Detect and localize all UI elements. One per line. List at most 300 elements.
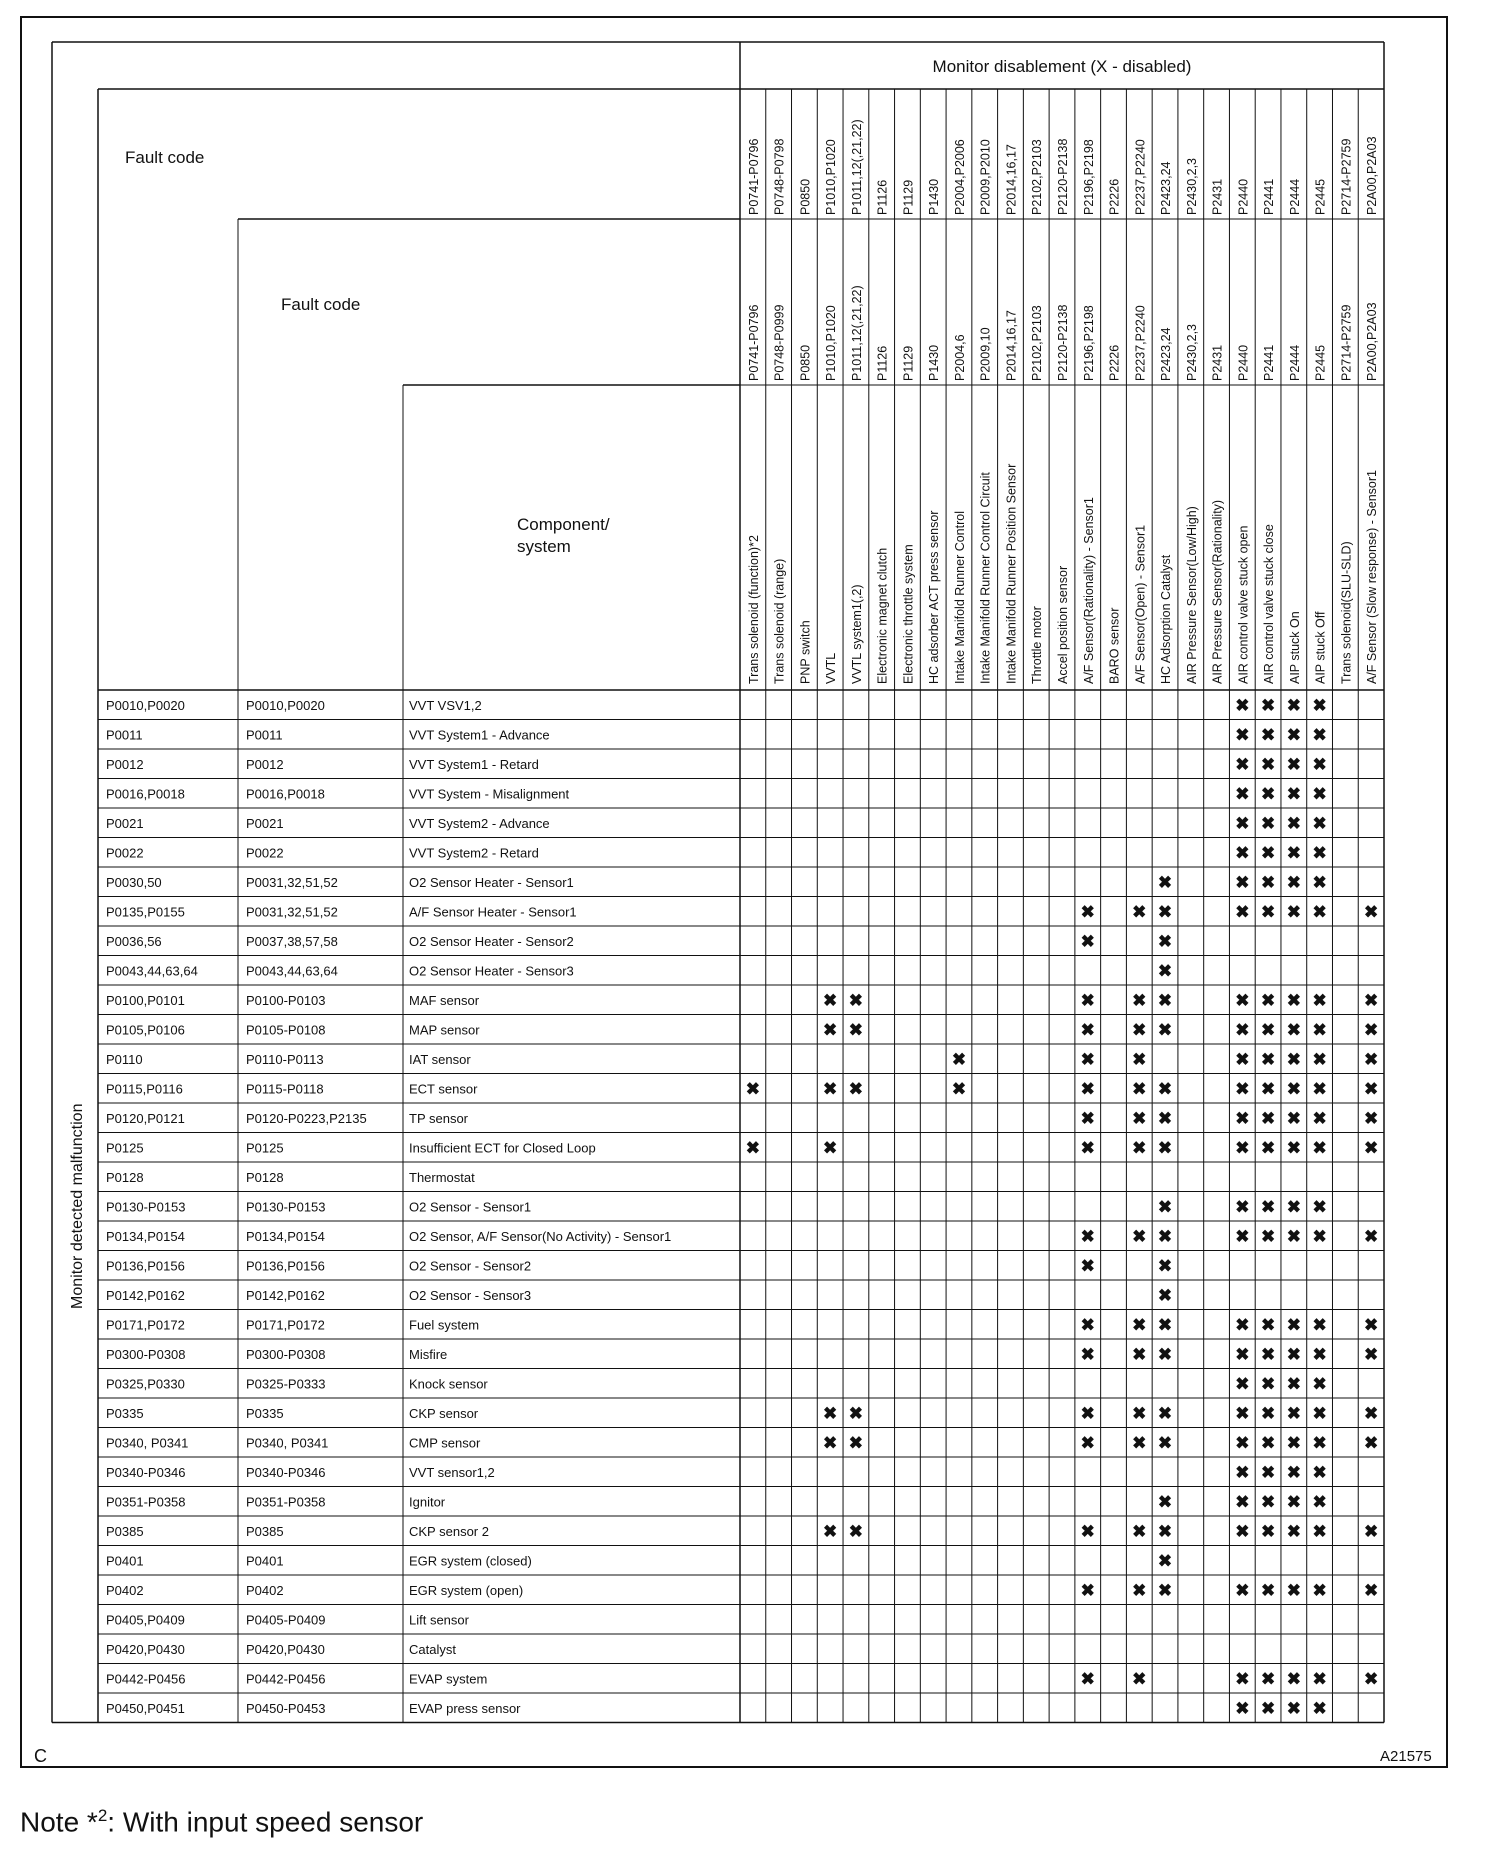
row-fault-code2-7: P0031,32,51,52 bbox=[246, 904, 338, 920]
column-code2-7: P1430 bbox=[927, 344, 942, 381]
disabled-mark-r26-c21: ✖ bbox=[1286, 1462, 1301, 1482]
row-component-23: Knock sensor bbox=[409, 1376, 488, 1392]
disabled-mark-r24-c20: ✖ bbox=[1260, 1403, 1276, 1423]
row-fault-code2-3: P0016,P0018 bbox=[246, 786, 325, 802]
disabled-mark-r12-c22: ✖ bbox=[1312, 1049, 1327, 1069]
disabled-mark-r33-c19: ✖ bbox=[1235, 1669, 1250, 1689]
disabled-mark-r21-c15: ✖ bbox=[1132, 1315, 1147, 1335]
disabled-mark-r30-c24: ✖ bbox=[1363, 1580, 1379, 1600]
disabled-mark-r23-c20: ✖ bbox=[1260, 1374, 1276, 1394]
column-code1-13: P2196,P2198 bbox=[1081, 139, 1096, 215]
row-fault-code2-33: P0442-P0456 bbox=[246, 1671, 326, 1687]
disabled-mark-r10-c15: ✖ bbox=[1132, 990, 1147, 1010]
row-fault-code-26: P0340-P0346 bbox=[106, 1464, 186, 1480]
column-code2-19: P2440 bbox=[1236, 344, 1251, 381]
column-code2-15: P2237,P2240 bbox=[1133, 305, 1148, 381]
row-component-29: EGR system (closed) bbox=[409, 1553, 532, 1569]
disabled-mark-r18-c16: ✖ bbox=[1157, 1226, 1173, 1246]
column-code1-21: P2444 bbox=[1287, 178, 1302, 215]
disabled-mark-r10-c13: ✖ bbox=[1080, 990, 1095, 1010]
column-name-14: BARO sensor bbox=[1107, 607, 1122, 684]
row-fault-code2-5: P0022 bbox=[246, 845, 284, 861]
column-code2-14: P2226 bbox=[1107, 344, 1122, 381]
row-component-11: MAP sensor bbox=[409, 1022, 480, 1038]
row-fault-code2-22: P0300-P0308 bbox=[246, 1346, 326, 1362]
row-component-15: Insufficient ECT for Closed Loop bbox=[409, 1140, 596, 1156]
row-component-21: Fuel system bbox=[409, 1317, 480, 1333]
column-code2-20: P2441 bbox=[1262, 344, 1277, 381]
disabled-mark-r0-c20: ✖ bbox=[1260, 695, 1276, 715]
figure-letter: C bbox=[34, 1746, 47, 1766]
column-code2-21: P2444 bbox=[1287, 344, 1302, 381]
disabled-mark-r30-c19: ✖ bbox=[1235, 1580, 1250, 1600]
disabled-mark-r9-c16: ✖ bbox=[1157, 961, 1173, 981]
disabled-mark-r28-c16: ✖ bbox=[1157, 1521, 1173, 1541]
row-fault-code2-23: P0325-P0333 bbox=[246, 1376, 326, 1392]
disabled-mark-r21-c22: ✖ bbox=[1312, 1315, 1327, 1335]
row-fault-code2-32: P0420,P0430 bbox=[246, 1641, 325, 1657]
disabled-mark-r10-c24: ✖ bbox=[1363, 990, 1379, 1010]
disabled-mark-r17-c22: ✖ bbox=[1312, 1197, 1327, 1217]
column-name-21: AIP stuck On bbox=[1287, 611, 1302, 684]
disabled-mark-r15-c3: ✖ bbox=[823, 1138, 838, 1158]
disabled-mark-r15-c20: ✖ bbox=[1260, 1138, 1276, 1158]
disabled-mark-r2-c20: ✖ bbox=[1260, 754, 1276, 774]
row-component-24: CKP sensor bbox=[409, 1405, 479, 1421]
row-fault-code-7: P0135,P0155 bbox=[106, 904, 185, 920]
disabled-mark-r14-c22: ✖ bbox=[1312, 1108, 1327, 1128]
column-name-24: A/F Sensor (Slow response) - Sensor1 bbox=[1365, 470, 1380, 684]
disabled-mark-r17-c20: ✖ bbox=[1260, 1197, 1276, 1217]
disabled-mark-r6-c16: ✖ bbox=[1157, 872, 1173, 892]
disabled-mark-r27-c21: ✖ bbox=[1286, 1492, 1301, 1512]
disabled-mark-r15-c24: ✖ bbox=[1363, 1138, 1379, 1158]
disabled-mark-r25-c24: ✖ bbox=[1363, 1433, 1379, 1453]
row-fault-code2-20: P0142,P0162 bbox=[246, 1287, 325, 1303]
row-component-30: EGR system (open) bbox=[409, 1582, 524, 1598]
row-component-25: CMP sensor bbox=[409, 1435, 481, 1451]
disabled-mark-r7-c20: ✖ bbox=[1260, 902, 1276, 922]
column-code2-2: P0850 bbox=[798, 344, 813, 381]
disabled-mark-r27-c22: ✖ bbox=[1312, 1492, 1327, 1512]
row-fault-code-8: P0036,56 bbox=[106, 933, 162, 949]
disabled-mark-r11-c19: ✖ bbox=[1235, 1020, 1250, 1040]
disabled-mark-r14-c13: ✖ bbox=[1080, 1108, 1095, 1128]
disabled-mark-r18-c20: ✖ bbox=[1260, 1226, 1276, 1246]
disabled-mark-r3-c22: ✖ bbox=[1312, 784, 1327, 804]
column-code2-0: P0741-P0796 bbox=[746, 304, 761, 381]
disabled-mark-r10-c20: ✖ bbox=[1260, 990, 1276, 1010]
column-code1-2: P0850 bbox=[798, 178, 813, 215]
disabled-mark-r11-c24: ✖ bbox=[1363, 1020, 1379, 1040]
column-name-5: Electronic magnet clutch bbox=[875, 547, 890, 684]
disabled-mark-r7-c16: ✖ bbox=[1157, 902, 1173, 922]
column-code2-24: P2A00,P2A03 bbox=[1365, 302, 1380, 381]
disabled-mark-r11-c4: ✖ bbox=[848, 1020, 864, 1040]
disabled-mark-r18-c19: ✖ bbox=[1235, 1226, 1250, 1246]
row-component-13: ECT sensor bbox=[409, 1081, 478, 1097]
column-code2-12: P2120-P2138 bbox=[1056, 304, 1070, 381]
column-code2-3: P1010,P1020 bbox=[824, 305, 839, 381]
column-code1-4: P1011,12(,21,22) bbox=[849, 119, 864, 215]
disabled-mark-r6-c20: ✖ bbox=[1260, 872, 1276, 892]
column-name-16: HC Adsorption Catalyst bbox=[1159, 554, 1174, 684]
disabled-mark-r23-c22: ✖ bbox=[1312, 1374, 1327, 1394]
disabled-mark-r28-c20: ✖ bbox=[1260, 1521, 1276, 1541]
row-component-26: VVT sensor1,2 bbox=[409, 1464, 495, 1480]
disabled-mark-r33-c22: ✖ bbox=[1312, 1669, 1327, 1689]
column-code2-17: P2430,2,3 bbox=[1184, 324, 1199, 381]
column-code1-6: P1129 bbox=[901, 179, 916, 215]
disabled-mark-r12-c15: ✖ bbox=[1132, 1049, 1147, 1069]
disabled-mark-r15-c13: ✖ bbox=[1080, 1138, 1095, 1158]
row-fault-code2-6: P0031,32,51,52 bbox=[246, 874, 338, 890]
column-code2-16: P2423,24 bbox=[1159, 327, 1174, 381]
column-name-20: AIR control valve stuck close bbox=[1262, 524, 1277, 684]
row-fault-code2-13: P0115-P0118 bbox=[246, 1081, 324, 1097]
disabled-mark-r13-c4: ✖ bbox=[848, 1079, 864, 1099]
disabled-mark-r34-c22: ✖ bbox=[1312, 1698, 1327, 1718]
row-component-4: VVT System2 - Advance bbox=[409, 815, 550, 831]
disabled-mark-r5-c22: ✖ bbox=[1312, 843, 1327, 863]
disabled-mark-r24-c3: ✖ bbox=[823, 1403, 838, 1423]
disabled-mark-r3-c19: ✖ bbox=[1235, 784, 1250, 804]
row-fault-code-23: P0325,P0330 bbox=[106, 1376, 185, 1392]
disabled-mark-r14-c20: ✖ bbox=[1260, 1108, 1276, 1128]
disabled-mark-r13-c8: ✖ bbox=[951, 1079, 967, 1099]
disabled-mark-r10-c16: ✖ bbox=[1157, 990, 1173, 1010]
row-fault-code2-1: P0011 bbox=[246, 727, 283, 743]
column-name-11: Throttle motor bbox=[1030, 606, 1045, 684]
disabled-mark-r22-c13: ✖ bbox=[1080, 1344, 1095, 1364]
disabled-mark-r5-c20: ✖ bbox=[1260, 843, 1276, 863]
column-code2-6: P1129 bbox=[901, 345, 916, 381]
disabled-mark-r28-c19: ✖ bbox=[1235, 1521, 1250, 1541]
row-fault-code-18: P0134,P0154 bbox=[106, 1228, 185, 1244]
disabled-mark-r18-c24: ✖ bbox=[1363, 1226, 1379, 1246]
row-fault-code2-29: P0401 bbox=[246, 1553, 284, 1569]
row-fault-code2-14: P0120-P0223,P2135 bbox=[246, 1110, 367, 1126]
footnote-text: : With input speed sensor bbox=[107, 1806, 424, 1838]
disabled-mark-r21-c16: ✖ bbox=[1157, 1315, 1173, 1335]
column-name-2: PNP switch bbox=[798, 620, 813, 684]
disabled-mark-r8-c13: ✖ bbox=[1080, 931, 1095, 951]
disabled-mark-r12-c13: ✖ bbox=[1080, 1049, 1095, 1069]
row-fault-code-27: P0351-P0358 bbox=[106, 1494, 186, 1510]
row-component-27: Ignitor bbox=[409, 1494, 446, 1510]
disabled-mark-r5-c19: ✖ bbox=[1235, 843, 1250, 863]
disabled-mark-r27-c20: ✖ bbox=[1260, 1492, 1276, 1512]
disabled-mark-r15-c21: ✖ bbox=[1286, 1138, 1301, 1158]
column-code2-5: P1126 bbox=[875, 345, 890, 381]
disabled-mark-r13-c16: ✖ bbox=[1157, 1079, 1173, 1099]
disabled-mark-r11-c22: ✖ bbox=[1312, 1020, 1327, 1040]
disabled-mark-r28-c15: ✖ bbox=[1132, 1521, 1147, 1541]
disabled-mark-r28-c22: ✖ bbox=[1312, 1521, 1327, 1541]
disabled-mark-r22-c19: ✖ bbox=[1235, 1344, 1250, 1364]
row-component-32: Catalyst bbox=[409, 1641, 456, 1657]
row-component-2: VVT System1 - Retard bbox=[409, 756, 539, 772]
disabled-mark-r30-c22: ✖ bbox=[1312, 1580, 1327, 1600]
disabled-mark-r3-c20: ✖ bbox=[1260, 784, 1276, 804]
disabled-mark-r25-c19: ✖ bbox=[1235, 1433, 1250, 1453]
column-name-7: HC adsorber ACT press sensor bbox=[927, 510, 942, 684]
row-fault-code-32: P0420,P0430 bbox=[106, 1641, 185, 1657]
header-component-line1: Component/ bbox=[517, 515, 610, 534]
row-fault-code-15: P0125 bbox=[106, 1140, 144, 1156]
row-fault-code2-12: P0110-P0113 bbox=[246, 1051, 324, 1067]
disabled-mark-r21-c20: ✖ bbox=[1260, 1315, 1276, 1335]
disabled-mark-r13-c24: ✖ bbox=[1363, 1079, 1379, 1099]
row-fault-code-29: P0401 bbox=[106, 1553, 144, 1569]
disabled-mark-r10-c22: ✖ bbox=[1312, 990, 1327, 1010]
row-component-34: EVAP press sensor bbox=[409, 1700, 521, 1716]
column-code1-24: P2A00,P2A03 bbox=[1365, 136, 1380, 215]
disabled-mark-r28-c24: ✖ bbox=[1363, 1521, 1379, 1541]
disabled-mark-r24-c22: ✖ bbox=[1312, 1403, 1327, 1423]
disabled-mark-r34-c19: ✖ bbox=[1235, 1698, 1250, 1718]
disabled-mark-r7-c15: ✖ bbox=[1132, 902, 1147, 922]
row-fault-code-6: P0030,50 bbox=[106, 874, 162, 890]
disabled-mark-r7-c19: ✖ bbox=[1235, 902, 1250, 922]
row-component-7: A/F Sensor Heater - Sensor1 bbox=[409, 904, 577, 920]
row-component-16: Thermostat bbox=[409, 1169, 475, 1185]
row-fault-code2-24: P0335 bbox=[246, 1405, 284, 1421]
disabled-mark-r1-c19: ✖ bbox=[1235, 725, 1250, 745]
column-code2-23: P2714-P2759 bbox=[1339, 304, 1354, 381]
disabled-mark-r4-c20: ✖ bbox=[1260, 813, 1276, 833]
disabled-mark-r23-c19: ✖ bbox=[1235, 1374, 1250, 1394]
disabled-mark-r22-c16: ✖ bbox=[1157, 1344, 1173, 1364]
row-fault-code-5: P0022 bbox=[106, 845, 144, 861]
side-label: Monitor detected malfunction bbox=[69, 1103, 86, 1309]
disabled-mark-r25-c15: ✖ bbox=[1132, 1433, 1147, 1453]
disabled-mark-r10-c21: ✖ bbox=[1286, 990, 1301, 1010]
disabled-mark-r19-c16: ✖ bbox=[1157, 1256, 1173, 1276]
column-code1-0: P0741-P0796 bbox=[746, 138, 761, 215]
disabled-mark-r1-c21: ✖ bbox=[1286, 725, 1301, 745]
disabled-mark-r26-c22: ✖ bbox=[1312, 1462, 1327, 1482]
disabled-mark-r11-c13: ✖ bbox=[1080, 1020, 1095, 1040]
row-fault-code2-19: P0136,P0156 bbox=[246, 1258, 325, 1274]
disabled-mark-r18-c15: ✖ bbox=[1132, 1226, 1147, 1246]
row-fault-code-12: P0110 bbox=[106, 1051, 143, 1067]
disabled-mark-r26-c19: ✖ bbox=[1235, 1462, 1250, 1482]
row-fault-code-33: P0442-P0456 bbox=[106, 1671, 186, 1687]
column-code1-11: P2102,P2103 bbox=[1030, 139, 1045, 215]
disabled-mark-r27-c19: ✖ bbox=[1235, 1492, 1250, 1512]
row-fault-code2-27: P0351-P0358 bbox=[246, 1494, 326, 1510]
row-fault-code-2: P0012 bbox=[106, 756, 144, 772]
disabled-mark-r34-c21: ✖ bbox=[1286, 1698, 1301, 1718]
column-code1-1: P0748-P0798 bbox=[772, 138, 787, 215]
row-fault-code-3: P0016,P0018 bbox=[106, 786, 185, 802]
disabled-mark-r22-c15: ✖ bbox=[1132, 1344, 1147, 1364]
row-fault-code-19: P0136,P0156 bbox=[106, 1258, 185, 1274]
disabled-mark-r7-c24: ✖ bbox=[1363, 902, 1379, 922]
disabled-mark-r24-c13: ✖ bbox=[1080, 1403, 1095, 1423]
row-fault-code-0: P0010,P0020 bbox=[106, 697, 185, 713]
disabled-mark-r8-c16: ✖ bbox=[1157, 931, 1173, 951]
disabled-mark-r30-c15: ✖ bbox=[1132, 1580, 1147, 1600]
row-fault-code-21: P0171,P0172 bbox=[106, 1317, 185, 1333]
column-code2-1: P0748-P0999 bbox=[772, 304, 787, 381]
row-component-17: O2 Sensor - Sensor1 bbox=[409, 1199, 532, 1215]
disabled-mark-r15-c15: ✖ bbox=[1132, 1138, 1147, 1158]
disabled-mark-r26-c20: ✖ bbox=[1260, 1462, 1276, 1482]
row-fault-code-4: P0021 bbox=[106, 815, 144, 831]
row-fault-code-17: P0130-P0153 bbox=[106, 1199, 186, 1215]
row-fault-code2-11: P0105-P0108 bbox=[246, 1022, 326, 1038]
disabled-mark-r12-c19: ✖ bbox=[1235, 1049, 1250, 1069]
column-code2-13: P2196,P2198 bbox=[1081, 305, 1096, 381]
disabled-mark-r7-c22: ✖ bbox=[1312, 902, 1327, 922]
disabled-mark-r24-c21: ✖ bbox=[1286, 1403, 1301, 1423]
column-name-1: Trans solenoid (range) bbox=[772, 558, 787, 684]
column-code1-7: P1430 bbox=[927, 178, 942, 215]
column-name-13: A/F Sensor(Rationality) - Sensor1 bbox=[1081, 497, 1096, 684]
disabled-mark-r13-c21: ✖ bbox=[1286, 1079, 1301, 1099]
column-code1-12: P2120-P2138 bbox=[1056, 138, 1070, 215]
column-name-18: AIR Pressure Sensor(Rationality) bbox=[1210, 499, 1225, 684]
disabled-mark-r14-c24: ✖ bbox=[1363, 1108, 1379, 1128]
row-fault-code-1: P0011 bbox=[106, 727, 143, 743]
column-name-17: AIR Pressure Sensor(Low/High) bbox=[1184, 506, 1199, 684]
row-fault-code2-28: P0385 bbox=[246, 1523, 284, 1539]
disabled-mark-r23-c21: ✖ bbox=[1286, 1374, 1301, 1394]
disabled-mark-r4-c19: ✖ bbox=[1235, 813, 1250, 833]
disabled-mark-r11-c21: ✖ bbox=[1286, 1020, 1301, 1040]
row-component-9: O2 Sensor Heater - Sensor3 bbox=[409, 963, 574, 979]
row-component-14: TP sensor bbox=[409, 1110, 469, 1126]
row-component-31: Lift sensor bbox=[409, 1612, 469, 1628]
column-name-9: Intake Manifold Runner Control Circuit bbox=[978, 472, 993, 684]
row-fault-code-34: P0450,P0451 bbox=[106, 1700, 185, 1716]
row-component-19: O2 Sensor - Sensor2 bbox=[409, 1258, 532, 1274]
disabled-mark-r11-c15: ✖ bbox=[1132, 1020, 1147, 1040]
disabled-mark-r11-c16: ✖ bbox=[1157, 1020, 1173, 1040]
disabled-mark-r17-c19: ✖ bbox=[1235, 1197, 1250, 1217]
disabled-mark-r25-c3: ✖ bbox=[823, 1433, 838, 1453]
row-fault-code-30: P0402 bbox=[106, 1582, 144, 1598]
row-fault-code2-2: P0012 bbox=[246, 756, 284, 772]
disabled-mark-r14-c21: ✖ bbox=[1286, 1108, 1301, 1128]
row-fault-code2-10: P0100-P0103 bbox=[246, 992, 326, 1008]
disabled-mark-r3-c21: ✖ bbox=[1286, 784, 1301, 804]
disabled-mark-r18-c21: ✖ bbox=[1286, 1226, 1301, 1246]
row-fault-code-9: P0043,44,63,64 bbox=[106, 963, 198, 979]
disabled-mark-r13-c3: ✖ bbox=[823, 1079, 838, 1099]
disabled-mark-r33-c13: ✖ bbox=[1080, 1669, 1095, 1689]
disabled-mark-r4-c22: ✖ bbox=[1312, 813, 1327, 833]
disabled-mark-r11-c3: ✖ bbox=[823, 1020, 838, 1040]
disabled-mark-r18-c13: ✖ bbox=[1080, 1226, 1095, 1246]
column-code2-4: P1011,12(,21,22) bbox=[849, 285, 864, 381]
column-name-4: VVTL system1(,2) bbox=[849, 584, 864, 684]
disabled-mark-r25-c20: ✖ bbox=[1260, 1433, 1276, 1453]
disabled-mark-r30-c13: ✖ bbox=[1080, 1580, 1095, 1600]
disabled-mark-r10-c19: ✖ bbox=[1235, 990, 1250, 1010]
row-component-18: O2 Sensor, A/F Sensor(No Activity) - Sensor1 bbox=[409, 1228, 672, 1244]
column-code1-18: P2431 bbox=[1210, 178, 1225, 215]
column-name-19: AIR control valve stuck open bbox=[1236, 525, 1251, 684]
disabled-mark-r12-c24: ✖ bbox=[1363, 1049, 1379, 1069]
column-code2-18: P2431 bbox=[1210, 344, 1225, 381]
column-code1-16: P2423,24 bbox=[1159, 161, 1174, 215]
row-fault-code2-17: P0130-P0153 bbox=[246, 1199, 326, 1215]
disabled-mark-r4-c21: ✖ bbox=[1286, 813, 1301, 833]
disabled-mark-r14-c15: ✖ bbox=[1132, 1108, 1147, 1128]
disabled-mark-r15-c0: ✖ bbox=[745, 1138, 761, 1158]
disabled-mark-r13-c0: ✖ bbox=[745, 1079, 761, 1099]
row-component-12: IAT sensor bbox=[409, 1051, 471, 1067]
disabled-mark-r21-c24: ✖ bbox=[1363, 1315, 1379, 1335]
disabled-mark-r30-c21: ✖ bbox=[1286, 1580, 1301, 1600]
row-fault-code-28: P0385 bbox=[106, 1523, 144, 1539]
disabled-mark-r22-c21: ✖ bbox=[1286, 1344, 1301, 1364]
disabled-mark-r1-c22: ✖ bbox=[1312, 725, 1327, 745]
disabled-mark-r25-c22: ✖ bbox=[1312, 1433, 1327, 1453]
disabled-mark-r12-c21: ✖ bbox=[1286, 1049, 1301, 1069]
disabled-mark-r24-c15: ✖ bbox=[1132, 1403, 1147, 1423]
disabled-mark-r34-c20: ✖ bbox=[1260, 1698, 1276, 1718]
row-fault-code-31: P0405,P0409 bbox=[106, 1612, 185, 1628]
disabled-mark-r33-c21: ✖ bbox=[1286, 1669, 1301, 1689]
row-fault-code2-21: P0171,P0172 bbox=[246, 1317, 325, 1333]
disabled-mark-r33-c24: ✖ bbox=[1363, 1669, 1379, 1689]
column-code2-9: P2009,10 bbox=[978, 327, 993, 381]
row-fault-code2-15: P0125 bbox=[246, 1140, 284, 1156]
disabled-mark-r21-c19: ✖ bbox=[1235, 1315, 1250, 1335]
disabled-mark-r24-c19: ✖ bbox=[1235, 1403, 1250, 1423]
footnote bbox=[20, 1806, 423, 1838]
row-fault-code2-16: P0128 bbox=[246, 1169, 284, 1185]
disabled-mark-r7-c21: ✖ bbox=[1286, 902, 1301, 922]
column-code1-20: P2441 bbox=[1262, 178, 1277, 215]
disabled-mark-r2-c21: ✖ bbox=[1286, 754, 1301, 774]
disabled-mark-r6-c22: ✖ bbox=[1312, 872, 1327, 892]
disabled-mark-r28-c21: ✖ bbox=[1286, 1521, 1301, 1541]
row-fault-code-13: P0115,P0116 bbox=[106, 1081, 183, 1097]
row-component-3: VVT System - Misalignment bbox=[409, 786, 570, 802]
row-fault-code-16: P0128 bbox=[106, 1169, 144, 1185]
disabled-mark-r2-c19: ✖ bbox=[1235, 754, 1250, 774]
figure-id: A21575 bbox=[1380, 1748, 1432, 1765]
disabled-mark-r14-c16: ✖ bbox=[1157, 1108, 1173, 1128]
disabled-mark-r28-c13: ✖ bbox=[1080, 1521, 1095, 1541]
row-fault-code-14: P0120,P0121 bbox=[106, 1110, 185, 1126]
column-code2-22: P2445 bbox=[1313, 344, 1328, 381]
column-code1-14: P2226 bbox=[1107, 178, 1122, 215]
disabled-mark-r0-c21: ✖ bbox=[1286, 695, 1301, 715]
row-fault-code-25: P0340, P0341 bbox=[106, 1435, 189, 1451]
header-fault-code-1: Fault code bbox=[125, 148, 205, 167]
row-component-6: O2 Sensor Heater - Sensor1 bbox=[409, 874, 574, 890]
disabled-mark-r25-c16: ✖ bbox=[1157, 1433, 1173, 1453]
row-component-10: MAF sensor bbox=[409, 992, 480, 1008]
disabled-mark-r15-c19: ✖ bbox=[1235, 1138, 1250, 1158]
disabled-mark-r13-c13: ✖ bbox=[1080, 1079, 1095, 1099]
disabled-mark-r7-c13: ✖ bbox=[1080, 902, 1095, 922]
disabled-mark-r20-c16: ✖ bbox=[1157, 1285, 1173, 1305]
row-fault-code2-26: P0340-P0346 bbox=[246, 1464, 326, 1480]
disabled-mark-r13-c20: ✖ bbox=[1260, 1079, 1276, 1099]
row-component-20: O2 Sensor - Sensor3 bbox=[409, 1287, 532, 1303]
disabled-mark-r24-c16: ✖ bbox=[1157, 1403, 1173, 1423]
disabled-mark-r21-c13: ✖ bbox=[1080, 1315, 1095, 1335]
column-code1-10: P2014,16,17 bbox=[1004, 144, 1019, 215]
disabled-mark-r14-c19: ✖ bbox=[1235, 1108, 1250, 1128]
